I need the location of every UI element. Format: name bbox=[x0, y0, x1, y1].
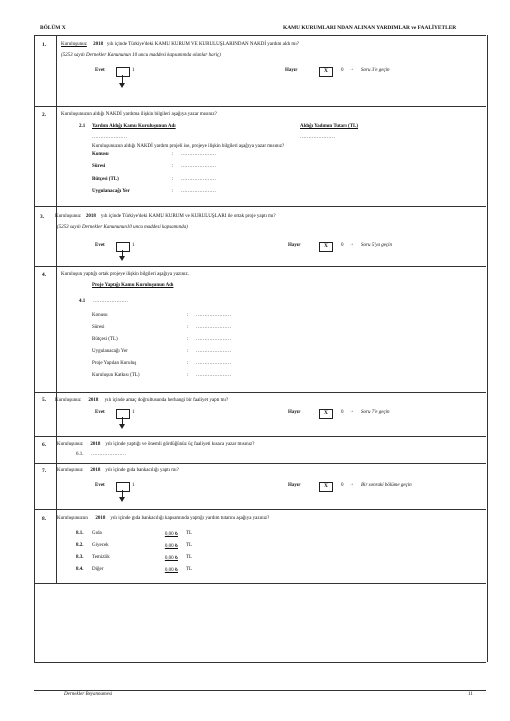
field-colon: : bbox=[172, 152, 174, 157]
institution-input[interactable]: ………………… bbox=[93, 299, 128, 304]
item-unit: TL bbox=[186, 555, 193, 560]
arrow-right-icon: → bbox=[349, 242, 354, 247]
no-checkbox[interactable]: X bbox=[319, 67, 333, 77]
skip-instruction: Bir sonraki bölüme geçin bbox=[361, 483, 412, 488]
field-input[interactable]: ………………… bbox=[196, 373, 231, 378]
down-arrow-icon bbox=[119, 83, 125, 88]
flow-line bbox=[122, 75, 123, 83]
footer-divider bbox=[34, 690, 486, 691]
arrow-right-icon: → bbox=[349, 482, 354, 487]
column-header-institution: Yardım Aldığı Kamu Kuruluşunun Adı bbox=[92, 124, 176, 129]
no-code: 0 bbox=[341, 483, 344, 488]
divider bbox=[34, 463, 486, 464]
item-label: Temizlik bbox=[92, 555, 110, 560]
question-number: 5. bbox=[42, 397, 47, 403]
page-number: 11 bbox=[468, 692, 473, 697]
question-text bbox=[55, 398, 228, 403]
flow-line bbox=[122, 490, 123, 497]
field-colon: : bbox=[172, 189, 174, 194]
no-label: Hayır bbox=[285, 68, 298, 73]
field-input[interactable]: ………………… bbox=[196, 361, 231, 366]
question-body: yılı içinde gıda bankacılığı yaptı mı? bbox=[105, 468, 179, 473]
divider bbox=[34, 266, 486, 267]
question-year: 2018 bbox=[93, 42, 104, 47]
footer-title: Dernekler Beyannamesi bbox=[64, 692, 113, 697]
amount-input[interactable]: ………………… bbox=[300, 135, 335, 140]
item-number: 8.2. bbox=[76, 543, 84, 548]
down-arrow-icon bbox=[119, 256, 125, 261]
field-input[interactable]: ………………… bbox=[196, 313, 231, 318]
yes-checkbox[interactable] bbox=[116, 242, 130, 252]
question-number: 2. bbox=[42, 112, 47, 118]
item-number: 8.4. bbox=[76, 567, 84, 572]
arrow-right-icon: → bbox=[349, 409, 354, 414]
question-text bbox=[57, 442, 254, 447]
item-unit: TL bbox=[186, 567, 193, 572]
field-colon: : bbox=[172, 177, 174, 182]
number-cell bbox=[34, 436, 57, 463]
field-label: Bütçesi (TL) bbox=[92, 337, 118, 342]
question-number: 8. bbox=[42, 516, 47, 522]
question-text bbox=[57, 468, 179, 473]
subquestion-number: 6.1. bbox=[76, 452, 84, 457]
field-colon: : bbox=[187, 313, 189, 318]
field-label: Süresi bbox=[92, 325, 105, 330]
no-checkbox[interactable]: X bbox=[319, 482, 333, 492]
yes-code: 1 bbox=[132, 410, 135, 415]
question-body: yılı içinde Türkiye'deki KAMU KURUM ve KURULUŞLARI ile ortak proje yaptı mı? bbox=[100, 214, 276, 219]
field-input[interactable]: ………………… bbox=[196, 349, 231, 354]
question-subject: Kuruluşunuz bbox=[61, 42, 87, 47]
item-label: Diğer bbox=[92, 567, 104, 572]
number-cell bbox=[34, 206, 57, 266]
question-note: (5253 sayılı Dernekler Kanununun10 uncu maddesi kapsamında) bbox=[57, 225, 188, 230]
question-year: 2018 bbox=[85, 214, 96, 219]
skip-instruction: Soru 5'ya geçin bbox=[361, 243, 393, 248]
field-input[interactable]: ………………… bbox=[181, 164, 216, 169]
question-body: yılı içinde amaç doğrultusunda herhangi bir faaliyet yaptı mı? bbox=[104, 398, 229, 403]
question-text bbox=[55, 214, 276, 219]
yes-label: Evet bbox=[95, 483, 105, 488]
field-label: Bütçesi (TL) bbox=[92, 177, 119, 182]
question-subject: Kuruluşunuz bbox=[57, 442, 83, 447]
field-label: Konusu bbox=[92, 313, 108, 318]
question-note: (5253 sayılı Dernekler Kanununun 10 uncu maddesi kapsamında olanlar hariç) bbox=[61, 53, 221, 58]
field-colon: : bbox=[187, 337, 189, 342]
field-input[interactable]: ………………… bbox=[196, 337, 231, 342]
field-input[interactable]: ………………… bbox=[181, 152, 216, 157]
yes-code: 1 bbox=[132, 483, 135, 488]
question-text: Kuruluşunuzun aldığı NAKDİ yardıma ilişkin bilgileri aşağıya yazar mısınız? bbox=[61, 112, 217, 117]
yes-label: Evet bbox=[95, 410, 105, 415]
field-label: Konusu bbox=[92, 152, 109, 157]
no-code: 0 bbox=[341, 68, 344, 73]
question-body: yılı içinde gıda bankacılığı kapsamında yaptığı yardım tutarını aşağıya yazınız? bbox=[110, 516, 270, 521]
field-input[interactable]: ………………… bbox=[196, 325, 231, 330]
field-label: Uygulanacağı Yer bbox=[92, 189, 130, 194]
question-subject: Kuruluşunuz bbox=[55, 398, 81, 403]
question-text bbox=[61, 42, 299, 47]
down-arrow-icon bbox=[119, 497, 125, 502]
no-label: Hayır bbox=[288, 243, 301, 248]
yes-label: Evet bbox=[95, 243, 105, 248]
question-number: 7. bbox=[42, 468, 47, 474]
item-amount-input[interactable]: 0,00 ₺ bbox=[164, 532, 178, 537]
subquestion-number: 4.1 bbox=[79, 299, 86, 304]
question-subject: Kuruluşunuz bbox=[55, 214, 81, 219]
flow-line bbox=[122, 417, 123, 424]
yes-code: 1 bbox=[132, 243, 135, 248]
no-checkbox[interactable]: X bbox=[319, 409, 333, 419]
yes-code: 1 bbox=[132, 68, 135, 73]
item-label: Giyecek bbox=[92, 543, 109, 548]
activity-input[interactable]: ………………… bbox=[91, 452, 126, 457]
question-year: 2018 bbox=[90, 468, 101, 473]
question-body: yılı içinde Türkiye'deki KAMU KURUM VE KURULUŞLARINDAN NAKDİ yardım aldı mı? bbox=[106, 42, 299, 47]
question-number: 4. bbox=[42, 272, 47, 278]
subquestion-number: 2.1 bbox=[79, 124, 86, 129]
field-colon: : bbox=[187, 361, 189, 366]
yes-label: Evet bbox=[95, 68, 105, 73]
field-input[interactable]: ………………… bbox=[181, 189, 216, 194]
item-label: Gıda bbox=[92, 531, 102, 536]
question-year: 2018 bbox=[88, 398, 99, 403]
question-number: 1. bbox=[42, 42, 47, 48]
field-label: Kuruluşun Katkısı (TL) bbox=[92, 373, 140, 378]
no-code: 0 bbox=[341, 410, 344, 415]
question-text bbox=[57, 516, 269, 521]
down-arrow-icon bbox=[119, 424, 125, 429]
question-body: yılı içinde yaptığı ve önemli gördüğünüz üç faaliyeti kısaca yazar mısınız? bbox=[105, 442, 255, 447]
number-cell bbox=[34, 106, 57, 206]
item-number: 8.3. bbox=[76, 555, 84, 560]
question-number: 6. bbox=[42, 442, 47, 448]
skip-instruction: Soru 3'e geçin bbox=[361, 68, 390, 73]
field-colon: : bbox=[187, 349, 189, 354]
divider bbox=[34, 662, 486, 663]
question-number: 3. bbox=[40, 214, 45, 220]
question-year: 2018 bbox=[95, 516, 106, 521]
yes-checkbox[interactable] bbox=[116, 409, 130, 419]
project-question: Kuruluşunuzun aldığı NAKDİ yardım projeli ise, projeye ilişkin bilgileri aşağıya yazar mısınız? bbox=[92, 144, 285, 149]
skip-instruction: Soru 7'e geçin bbox=[361, 410, 390, 415]
section-label: BÖLÜM X bbox=[40, 25, 66, 31]
field-label: Proje Yapılan Kuruluş bbox=[92, 361, 137, 366]
item-amount-input[interactable]: 0,00 ₺ bbox=[164, 556, 178, 561]
item-number: 8.1. bbox=[76, 531, 84, 536]
field-label: Uygulanacağı Yer bbox=[92, 349, 128, 354]
divider bbox=[34, 106, 486, 107]
no-label: Hayır bbox=[288, 410, 301, 415]
divider bbox=[34, 509, 486, 510]
item-amount-input[interactable]: 0,00 ₺ bbox=[164, 568, 178, 573]
yes-checkbox[interactable] bbox=[116, 67, 130, 77]
divider bbox=[34, 583, 486, 584]
field-input[interactable]: ………………… bbox=[181, 177, 216, 182]
item-amount-input[interactable]: 0,00 ₺ bbox=[164, 544, 178, 549]
yes-checkbox[interactable] bbox=[116, 482, 130, 492]
arrow-right-icon: → bbox=[349, 67, 354, 72]
question-year: 2018 bbox=[90, 442, 101, 447]
field-colon: : bbox=[172, 164, 174, 169]
question-subject: Kuruluşunuzun bbox=[57, 516, 88, 521]
column-header-amount: Aldığı Yadımın Tutarı (TL) bbox=[300, 124, 359, 129]
no-checkbox[interactable]: X bbox=[319, 242, 333, 252]
question-subject: Kuruluşunuz bbox=[57, 468, 83, 473]
divider bbox=[34, 206, 486, 207]
field-label: Süresi bbox=[92, 164, 106, 169]
item-unit: TL bbox=[186, 543, 193, 548]
no-label: Hayır bbox=[288, 483, 301, 488]
section-title: KAMU KURUMLARI NDAN ALINAN YARDIMLAR ve FAALİYETLER bbox=[283, 25, 457, 31]
divider bbox=[34, 35, 486, 36]
divider bbox=[34, 436, 486, 437]
item-unit: TL bbox=[186, 531, 193, 536]
divider bbox=[34, 392, 486, 393]
field-colon: : bbox=[187, 325, 189, 330]
column-header-institution: Proje Yaptığı Kamu Kuruluşunun Adı bbox=[92, 283, 174, 288]
institution-input[interactable]: ………………… bbox=[92, 135, 127, 140]
question-text: Kuruluşun yaptığı ortak projeye ilişkin bilgileri aşağıya yazınız. bbox=[61, 272, 190, 277]
number-cell bbox=[34, 266, 57, 392]
no-code: 0 bbox=[341, 243, 344, 248]
field-colon: : bbox=[187, 373, 189, 378]
